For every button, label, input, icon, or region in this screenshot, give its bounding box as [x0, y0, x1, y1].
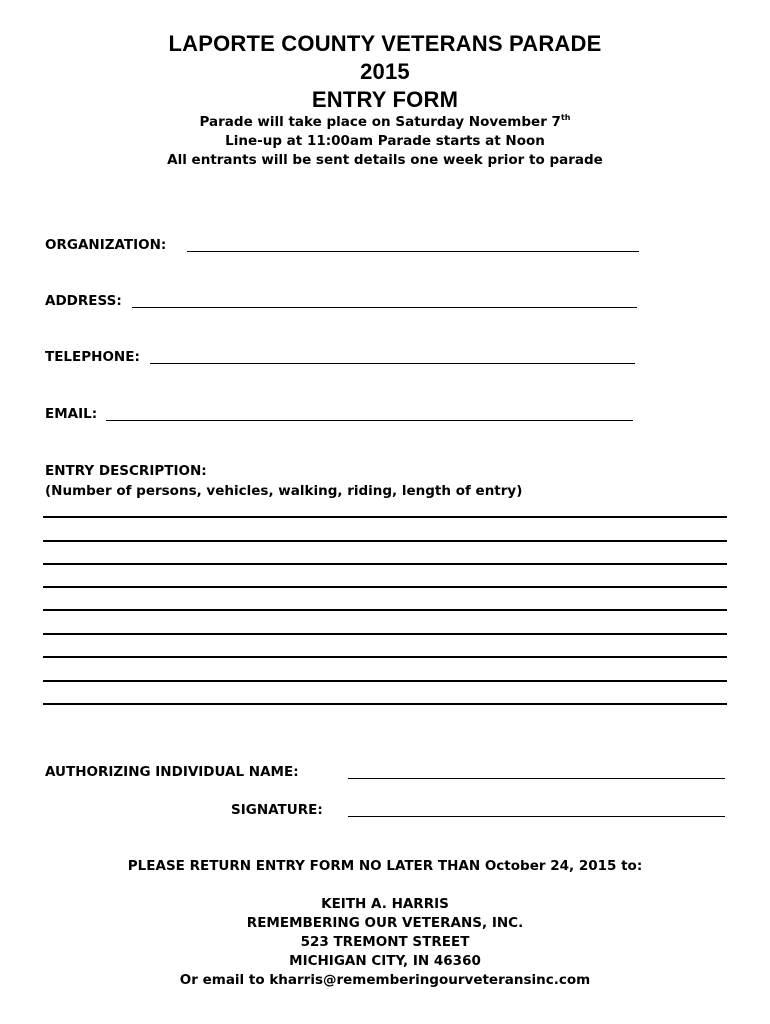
authorizing-name-field[interactable] — [348, 778, 725, 779]
entry-description-line[interactable] — [43, 633, 727, 635]
details-notice-line: All entrants will be sent details one week prior to parade — [167, 152, 603, 168]
entry-description-line[interactable] — [43, 703, 727, 705]
contact-city: MICHIGAN CITY, IN 46360 — [289, 953, 481, 969]
email-field[interactable] — [106, 420, 633, 421]
email-label: EMAIL: — [45, 406, 98, 422]
return-deadline-notice: PLEASE RETURN ENTRY FORM NO LATER THAN October 24, 2015 to: — [127, 858, 643, 874]
address-label: ADDRESS: — [45, 293, 122, 309]
entry-description-line[interactable] — [43, 680, 727, 682]
entry-description-line[interactable] — [43, 586, 727, 588]
signature-label: SIGNATURE: — [231, 802, 323, 818]
parade-date-text: Parade will take place on Saturday November 7 — [199, 114, 561, 130]
contact-name: KEITH A. HARRIS — [321, 896, 449, 912]
entry-description-line[interactable] — [43, 516, 727, 518]
authorizing-name-label: AUTHORIZING INDIVIDUAL NAME: — [45, 764, 299, 780]
signature-field[interactable] — [348, 816, 725, 817]
lineup-time-line: Line-up at 11:00am Parade starts at Noon — [225, 133, 545, 149]
contact-email-line: Or email to kharris@rememberingourveteransinc.com — [179, 972, 591, 988]
telephone-field[interactable] — [150, 363, 635, 364]
address-field[interactable] — [132, 307, 637, 308]
form-title: LAPORTE COUNTY VETERANS PARADE — [168, 31, 602, 56]
entry-description-line[interactable] — [43, 609, 727, 611]
entry-description-hint: (Number of persons, vehicles, walking, riding, length of entry) — [45, 483, 523, 499]
entry-description-heading: ENTRY DESCRIPTION: — [45, 463, 207, 479]
parade-date-line — [0, 113, 770, 132]
date-ordinal-suffix: th — [560, 113, 571, 122]
entry-description-line[interactable] — [43, 540, 727, 542]
organization-field[interactable] — [187, 251, 639, 252]
organization-label: ORGANIZATION: — [45, 237, 167, 253]
form-year: 2015 — [360, 59, 410, 84]
entry-description-line[interactable] — [43, 563, 727, 565]
form-subtitle: ENTRY FORM — [311, 87, 459, 112]
entry-description-line[interactable] — [43, 656, 727, 658]
contact-organization: REMEMBERING OUR VETERANS, INC. — [246, 915, 524, 931]
telephone-label: TELEPHONE: — [45, 349, 140, 365]
contact-street: 523 TREMONT STREET — [300, 934, 470, 950]
